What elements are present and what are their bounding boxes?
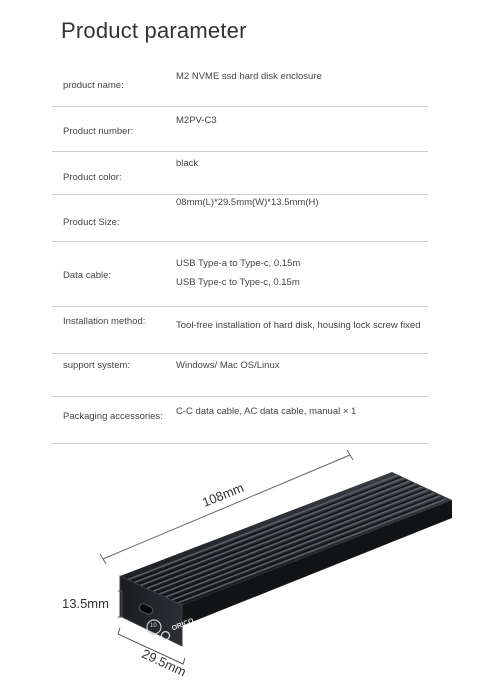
row-label: support system: bbox=[63, 360, 131, 371]
row-value: M2PV-C3 bbox=[176, 115, 217, 126]
row-value: USB Type-a to Type-c, 0.15m bbox=[176, 258, 301, 269]
row-label: Product color: bbox=[63, 172, 122, 183]
brand-label: ORICO bbox=[171, 617, 195, 633]
length-label: 108mm bbox=[200, 479, 246, 510]
row-label: Product Size: bbox=[63, 217, 120, 228]
row-installation bbox=[52, 307, 428, 354]
row-value: 08mm(L)*29.5mm(W)*13.5mm(H) bbox=[176, 197, 319, 208]
badge-label: 10 bbox=[150, 623, 157, 629]
row-support-system bbox=[52, 354, 428, 397]
width-label: 29.5mm bbox=[139, 646, 189, 680]
row-product-size bbox=[52, 195, 428, 242]
parameter-table bbox=[52, 62, 428, 444]
row-value: M2 NVME ssd hard disk enclosure bbox=[176, 71, 322, 82]
row-value: black bbox=[176, 158, 199, 169]
row-product-color bbox=[52, 152, 428, 195]
row-data-cable bbox=[52, 242, 428, 307]
row-label: Packaging accessories: bbox=[63, 411, 163, 422]
row-product-name bbox=[52, 62, 428, 107]
row-label: Installation method: bbox=[63, 316, 146, 327]
row-product-number bbox=[52, 107, 428, 152]
row-value: C-C data cable, AC data cable, manual × 1 bbox=[176, 406, 357, 417]
row-value: Tool-free installation of hard disk, housing lock screw fixed bbox=[176, 320, 421, 331]
enclosure-image bbox=[0, 440, 497, 700]
row-label: Product number: bbox=[63, 126, 134, 137]
height-label: 13.5mm bbox=[62, 596, 109, 611]
row-packaging bbox=[52, 397, 428, 444]
page-title: Product parameter bbox=[61, 18, 247, 43]
row-value: Windows/ Mac OS/Linux bbox=[176, 360, 280, 371]
product-illustration bbox=[0, 440, 497, 700]
row-label: product name: bbox=[63, 80, 124, 91]
row-label: Data cable: bbox=[63, 270, 112, 281]
row-value: USB Type-c to Type-c, 0.15m bbox=[176, 277, 300, 288]
